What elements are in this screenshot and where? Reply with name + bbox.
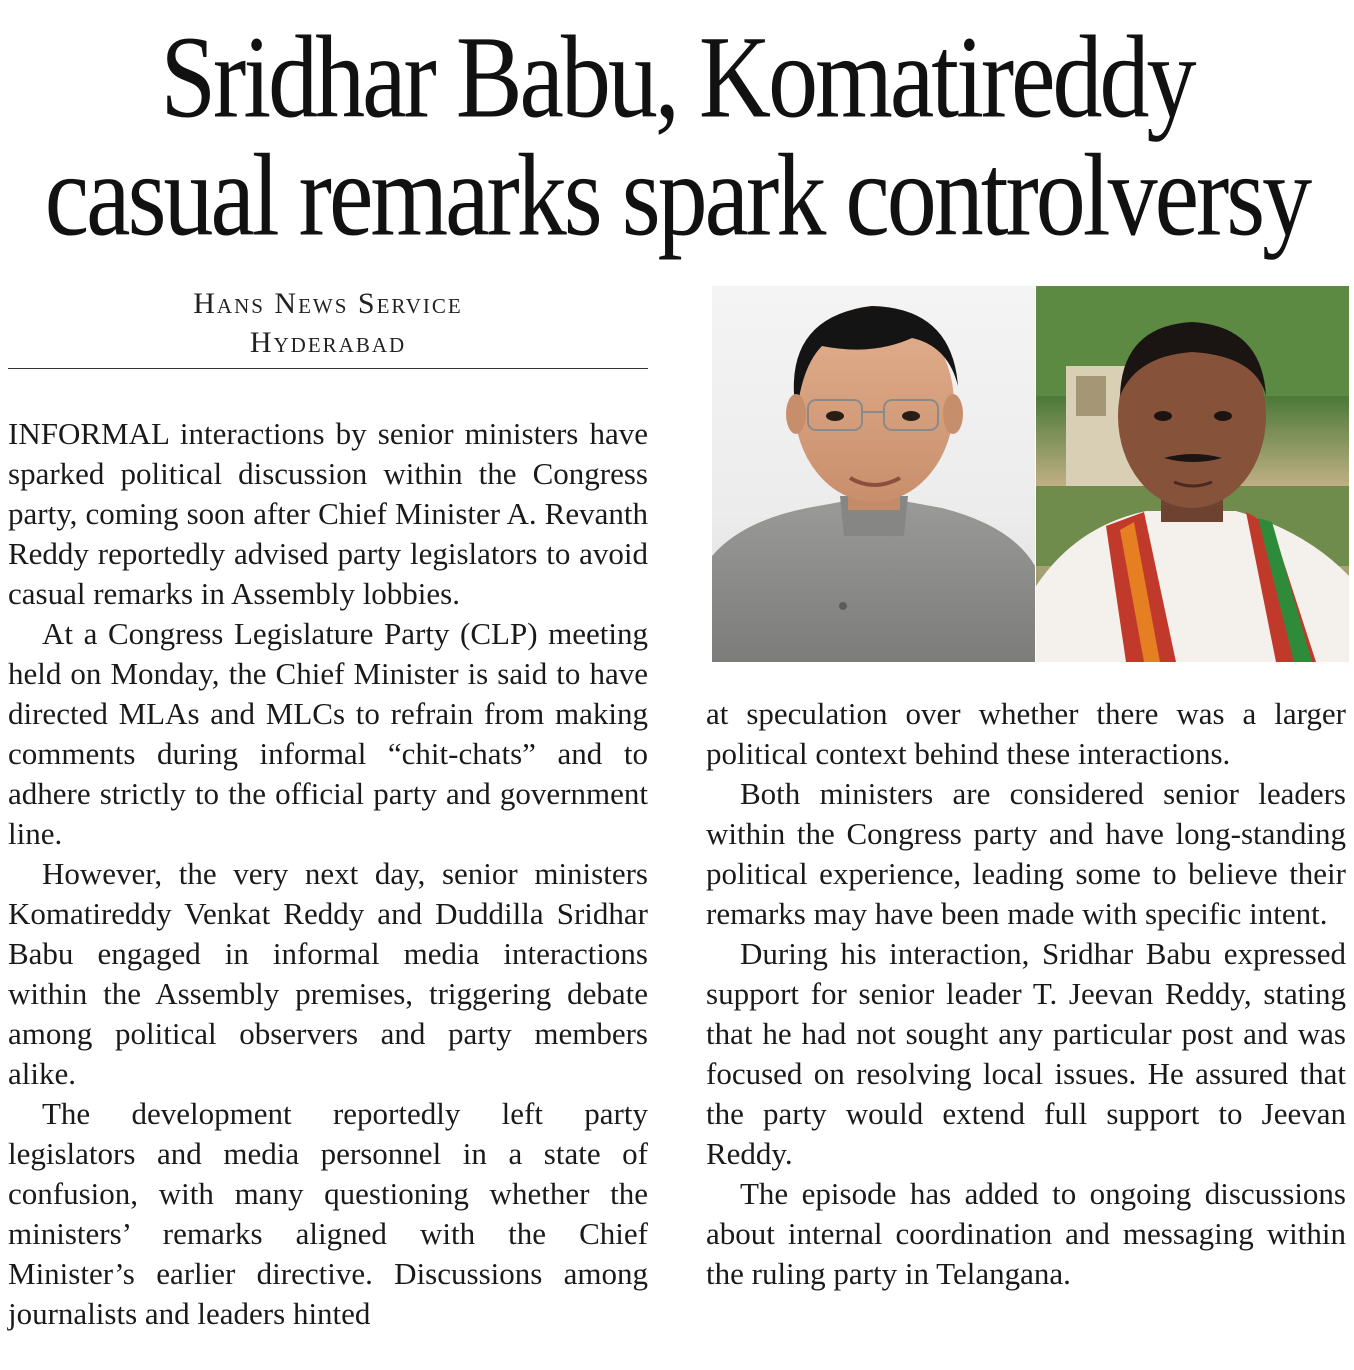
headline [0,8,1354,261]
article-paragraph: at speculation over whether there was a larger political context behind these interactions. [706,696,1346,771]
article-column-right [706,694,1346,1294]
byline [8,284,648,362]
headline-line-2: casual remarks spark controlversy [44,129,1310,261]
portrait-illustration [712,286,1035,662]
article-paragraph: However, the very next day, senior ministers Komatireddy Venkat Reddy and Duddilla Sridhar Babu engaged in informal media interactions within the Assembly premises, triggering debate among political observers and party members alike. [8,856,648,1091]
byline-location: Hyderabad [249,326,407,359]
byline-divider [8,368,648,369]
article-paragraph: The episode has added to ongoing discussions about internal coordination and messaging within the ruling party in Telangana. [706,1176,1346,1291]
headline-line-1: Sridhar Babu, Komatireddy [160,11,1194,143]
photo-sridhar-babu [712,286,1035,662]
portrait-illustration [1036,286,1349,662]
photo-komatireddy [1036,286,1349,662]
article-column-left [8,414,648,1334]
article-paragraph: At a Congress Legislature Party (CLP) meeting held on Monday, the Chief Minister is said to have directed MLAs and MLCs to refrain from making comments during informal “chit-chats” and to adhere strictly to the official party and government line. [8,616,648,851]
byline-service: Hans News Service [193,287,463,320]
article-paragraph: Both ministers are considered senior leaders within the Congress party and have long-standing political experience, leading some to believe their remarks may have been made with specific intent. [706,776,1346,931]
article-paragraph: INFORMAL interactions by senior ministers have sparked political discussion within the Congress party, coming soon after Chief Minister A. Revanth Reddy reportedly advised party legislators to avoid casual remarks in Assembly lobbies. [8,416,648,611]
article-paragraph: During his interaction, Sridhar Babu expressed support for senior leader T. Jeevan Reddy, stating that he had not sought any particular post and was focused on resolving local issues. He assured that the party would extend full support to Jeevan Reddy. [706,936,1346,1171]
article-paragraph: The development reportedly left party legislators and media personnel in a state of confusion, with many questioning whether the ministers’ remarks aligned with the Chief Minister’s earlier directive. Discussions among journalists and leaders hinted [8,1096,648,1331]
